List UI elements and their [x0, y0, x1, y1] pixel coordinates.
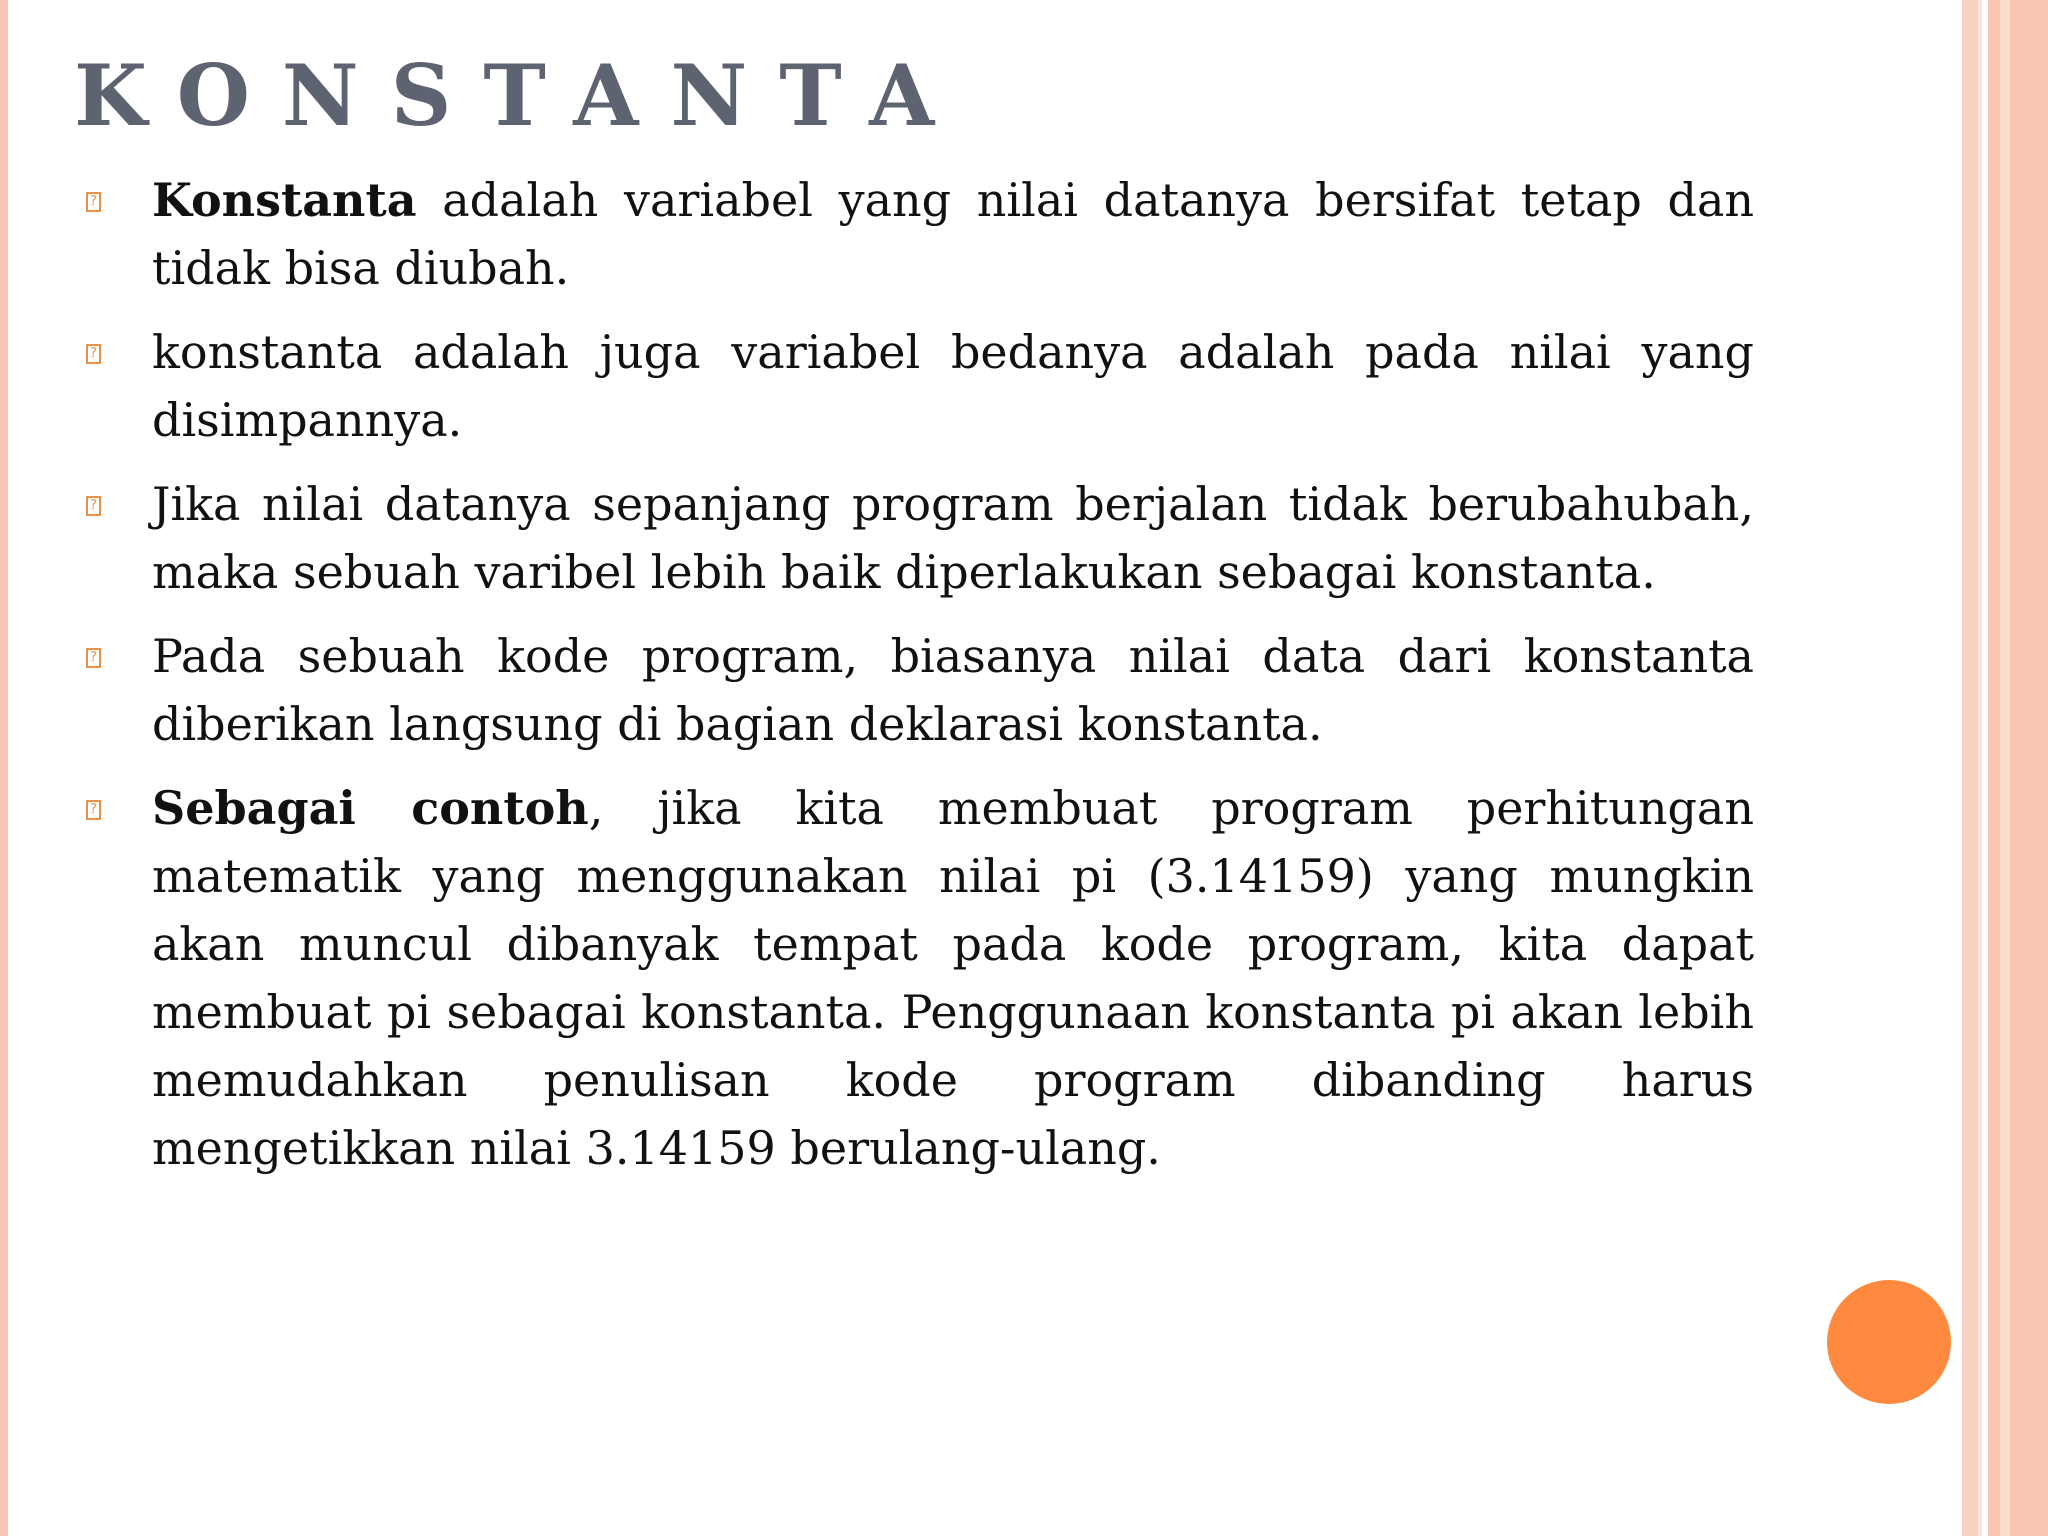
- bullet-marker-icon: ?: [86, 648, 101, 668]
- right-stripe-inner: [1962, 0, 1978, 1536]
- bullet-item-difference: [86, 318, 1754, 454]
- accent-circle: [1827, 1280, 1951, 1404]
- bullet-text: Pada sebuah kode program, biasanya nilai data dari konstanta diberikan langsung di bagian deklarasi konstanta.: [152, 629, 1754, 751]
- bullet-marker-icon: ?: [86, 344, 101, 364]
- bullet-item-declaration: [86, 622, 1754, 758]
- bullet-item-example: [86, 774, 1754, 1182]
- left-edge-stripe: [0, 0, 8, 1536]
- right-stripe-highlight: [2000, 0, 2010, 1536]
- bullet-marker-icon: ?: [86, 496, 101, 516]
- bullet-text: Jika nilai datanya sepanjang program berjalan tidak berubahubah, maka sebuah varibel lebih baik diperlakukan sebagai konstanta.: [152, 477, 1754, 599]
- bullet-item-definition: [86, 166, 1754, 302]
- bullet-text: , jika kita membuat program perhitungan matematik yang menggunakan nilai pi (3.14159) yang mungkin akan muncul dibanyak tempat pada kode program, kita dapat membuat pi sebagai konstanta. Penggunaan konstanta pi akan lebih memudahkan penulisan kode program dibanding harus mengetikkan nilai 3.14159 berulang-ulang.: [152, 781, 1754, 1175]
- bullet-bold-term: Konstanta: [152, 173, 417, 227]
- bullet-list: [86, 166, 1754, 1198]
- bullet-marker-icon: ?: [86, 800, 101, 820]
- bullet-text: adalah variabel yang nilai datanya bersifat tetap dan tidak bisa diubah.: [152, 173, 1754, 295]
- bullet-text: konstanta adalah juga variabel bedanya adalah pada nilai yang disimpannya.: [152, 325, 1754, 447]
- slide-title: KONSTANTA: [74, 46, 967, 145]
- bullet-bold-term: Sebagai contoh: [152, 781, 589, 835]
- bullet-marker-icon: ?: [86, 192, 101, 212]
- bullet-item-usage: [86, 470, 1754, 606]
- right-stripe-divider: [1978, 0, 1982, 1536]
- right-stripe-outer: [1988, 0, 2048, 1536]
